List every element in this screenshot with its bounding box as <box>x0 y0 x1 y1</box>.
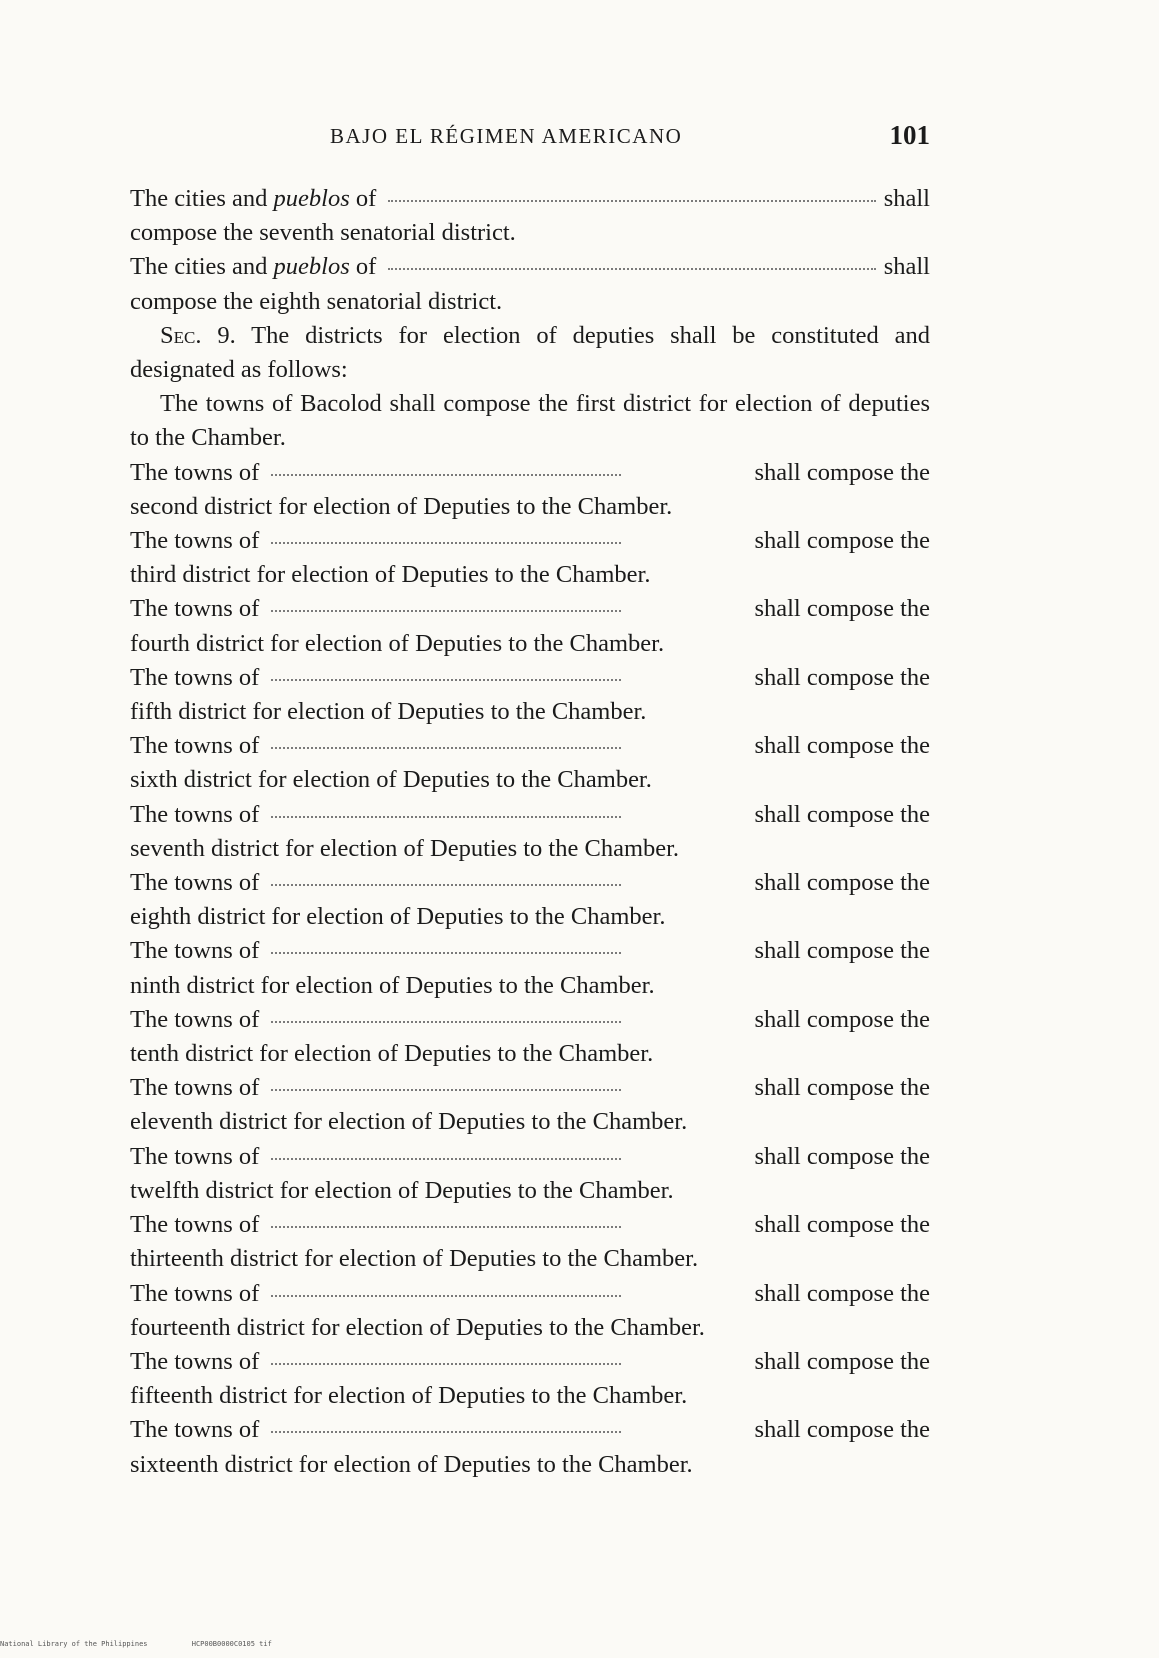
line-end: shall compose the <box>754 458 930 486</box>
line-end: shall compose the <box>754 527 930 555</box>
page-header <box>130 120 930 160</box>
district-line <box>130 1413 930 1447</box>
line-end: shall compose the <box>754 1211 930 1239</box>
blank-leader <box>388 268 875 270</box>
district-continuation: fourteenth district for election of Deputies to the Chamber. <box>130 1313 705 1341</box>
line-start: The cities and pueblos of <box>130 253 377 281</box>
district-line <box>130 729 930 763</box>
line-start: The towns of <box>130 1142 260 1170</box>
district-continuation: fifth district for election of Deputies to the Chamber. <box>130 698 647 726</box>
district-continuation: eleventh district for election of Deputies to the Chamber. <box>130 1108 688 1136</box>
district-continuation: tenth district for election of Deputies to the Chamber. <box>130 1040 654 1068</box>
blank-leader <box>271 1021 621 1023</box>
blank-leader <box>271 474 621 476</box>
district-line <box>130 592 930 626</box>
blank-leader <box>271 1295 621 1297</box>
senatorial-continuation: compose the seventh senatorial district. <box>130 219 516 247</box>
district-continuation: thirteenth district for election of Deputies to the Chamber. <box>130 1245 699 1273</box>
district-line <box>130 1345 930 1379</box>
district-continuation: sixth district for election of Deputies to the Chamber. <box>130 766 652 794</box>
line-start: The towns of <box>130 595 260 623</box>
line-start: The towns of <box>130 1005 260 1033</box>
blank-leader <box>271 1363 621 1365</box>
line-start: The towns of <box>130 1347 260 1375</box>
line-end: shall <box>883 253 930 281</box>
line-start: The towns of <box>130 1416 260 1444</box>
page-body <box>130 182 930 1482</box>
district-continuation: eighth district for election of Deputies to the Chamber. <box>130 903 666 931</box>
line-start: The towns of <box>130 1279 260 1307</box>
senatorial-line <box>130 250 930 284</box>
senatorial-line <box>130 182 930 216</box>
district-line <box>130 1140 930 1174</box>
blank-leader <box>271 884 621 886</box>
scan-code: HCP00B0000C0105 tif <box>191 1640 272 1648</box>
line-end: shall compose the <box>754 732 930 760</box>
district-line <box>130 866 930 900</box>
blank-leader <box>271 816 621 818</box>
line-start: The towns of <box>130 937 260 965</box>
line-start: The towns of <box>130 458 260 486</box>
district-line <box>130 798 930 832</box>
blank-leader <box>271 610 621 612</box>
line-start: The cities and pueblos of <box>130 185 377 212</box>
section-9-paragraph <box>130 319 930 387</box>
line-end: shall compose the <box>754 1416 930 1444</box>
district-line <box>130 1071 930 1105</box>
district-continuation: twelfth district for election of Deputies to the Chamber. <box>130 1176 674 1204</box>
page-number: 101 <box>889 120 930 150</box>
blank-leader <box>271 747 621 749</box>
line-end: shall compose the <box>754 663 930 691</box>
blank-leader <box>271 1226 621 1228</box>
district-line <box>130 524 930 558</box>
line-start: The towns of <box>130 732 260 760</box>
district-continuation: second district for election of Deputies to the Chamber. <box>130 492 673 520</box>
district-line <box>130 1277 930 1311</box>
district-continuation: fourth district for election of Deputies to the Chamber. <box>130 629 665 657</box>
line-end: shall compose the <box>754 1142 930 1170</box>
line-end: shall compose the <box>754 595 930 623</box>
line-end: shall compose the <box>754 1005 930 1033</box>
blank-leader <box>271 679 621 681</box>
senatorial-continuation: compose the eighth senatorial district. <box>130 287 503 315</box>
line-end: shall compose the <box>754 1074 930 1102</box>
district-line <box>130 934 930 968</box>
section-label: Sec. 9. <box>160 321 236 349</box>
line-start: The towns of <box>130 527 260 555</box>
blank-leader <box>271 952 621 954</box>
district-continuation: fifteenth district for election of Deputies to the Chamber. <box>130 1382 688 1410</box>
district-line <box>130 1208 930 1242</box>
blank-leader <box>271 1089 621 1091</box>
blank-leader <box>271 1158 621 1160</box>
line-start: The towns of <box>130 1211 260 1239</box>
line-start: The towns of <box>130 1074 260 1102</box>
blank-leader <box>271 542 621 544</box>
first-district-paragraph: The towns of Bacolod shall compose the first district for election of deputies to the Chamber. <box>130 390 930 452</box>
line-end: shall compose the <box>754 800 930 828</box>
running-title: BAJO EL RÉGIMEN AMERICANO <box>330 124 683 148</box>
district-continuation: seventh district for election of Deputies to the Chamber. <box>130 834 680 862</box>
district-continuation: ninth district for election of Deputies to the Chamber. <box>130 971 655 999</box>
blank-leader <box>388 200 875 202</box>
line-end: shall compose the <box>754 937 930 965</box>
line-start: The towns of <box>130 869 260 897</box>
district-continuation: third district for election of Deputies to the Chamber. <box>130 561 651 589</box>
district-continuation: sixteenth district for election of Deputies to the Chamber. <box>130 1450 693 1478</box>
district-line <box>130 661 930 695</box>
district-list <box>130 456 930 1482</box>
line-end: shall compose the <box>754 1279 930 1307</box>
section-text: The districts for election of deputies shall be constituted and designated as follows: <box>130 321 930 384</box>
scan-footer <box>0 1640 312 1648</box>
line-end: shall compose the <box>754 869 930 897</box>
line-end: shall compose the <box>754 1347 930 1375</box>
line-start: The towns of <box>130 800 260 828</box>
line-start: The towns of <box>130 663 260 691</box>
library-credit: National Library of the Philippines <box>0 1640 148 1648</box>
blank-leader <box>271 1431 621 1433</box>
district-line <box>130 456 930 490</box>
district-line <box>130 1003 930 1037</box>
line-end: shall <box>883 185 930 212</box>
